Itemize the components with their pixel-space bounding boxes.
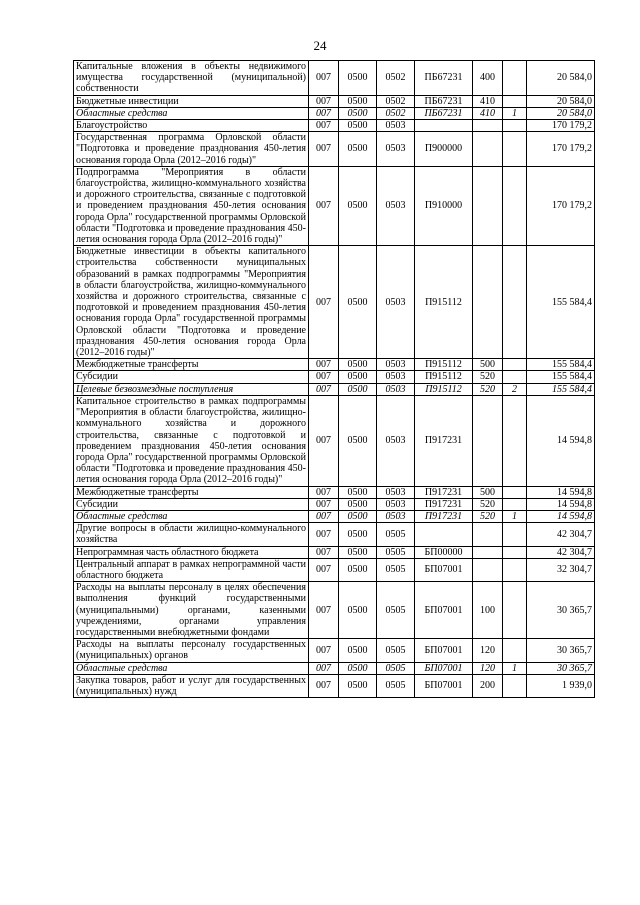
row-name: Другие вопросы в области жилищно-коммунального хозяйства <box>74 523 309 546</box>
row-sum: 42 304,7 <box>527 523 595 546</box>
row-target-code: П917231 <box>415 498 473 510</box>
row-sum: 1 939,0 <box>527 674 595 697</box>
row-expense-type: 500 <box>473 359 503 371</box>
table-row <box>74 95 595 107</box>
row-section-code: 0500 <box>339 523 377 546</box>
row-gr-code: 007 <box>309 120 339 132</box>
row-section-code: 0500 <box>339 546 377 558</box>
budget-table <box>73 60 595 698</box>
row-expense-type: 520 <box>473 510 503 522</box>
row-funding-source <box>503 395 527 486</box>
row-gr-code: 007 <box>309 639 339 662</box>
row-name: Областные средства <box>74 662 309 674</box>
row-expense-type: 410 <box>473 95 503 107</box>
row-subsection-code: 0503 <box>377 486 415 498</box>
row-target-code: БП00000 <box>415 546 473 558</box>
table-row <box>74 498 595 510</box>
page-number: 24 <box>313 38 327 53</box>
row-name: Целевые безвозмездные поступления <box>74 383 309 395</box>
table-row <box>74 246 595 359</box>
row-funding-source <box>503 523 527 546</box>
row-target-code: П917231 <box>415 510 473 522</box>
row-name: Подпрограмма "Мероприятия в области благоустройства, жилищно-коммунального хозяйства и дорожного строительства, связанные с подготовкой и проведением празднования 450-летия основания города Орла" государственной программы Орловской области "Подготовка и проведение празднования 450-летия основания города Орла (2012–2016 годы)" <box>74 166 309 245</box>
row-target-code: П900000 <box>415 132 473 167</box>
row-funding-source: 1 <box>503 510 527 522</box>
row-expense-type: 200 <box>473 674 503 697</box>
row-section-code: 0500 <box>339 61 377 96</box>
table-row <box>74 639 595 662</box>
row-section-code: 0500 <box>339 120 377 132</box>
row-name: Центральный аппарат в рамках непрограммной части областного бюджета <box>74 558 309 581</box>
row-expense-type: 120 <box>473 662 503 674</box>
row-funding-source <box>503 246 527 359</box>
row-section-code: 0500 <box>339 674 377 697</box>
row-section-code: 0500 <box>339 132 377 167</box>
row-sum: 170 179,2 <box>527 120 595 132</box>
row-sum: 155 584,4 <box>527 246 595 359</box>
table-row <box>74 662 595 674</box>
row-gr-code: 007 <box>309 510 339 522</box>
row-target-code <box>415 523 473 546</box>
row-expense-type <box>473 246 503 359</box>
row-sum: 30 365,7 <box>527 582 595 639</box>
table-row <box>74 523 595 546</box>
row-subsection-code: 0505 <box>377 662 415 674</box>
row-section-code: 0500 <box>339 498 377 510</box>
table-row <box>74 107 595 119</box>
row-expense-type: 520 <box>473 498 503 510</box>
row-funding-source <box>503 166 527 245</box>
row-gr-code: 007 <box>309 383 339 395</box>
row-funding-source <box>503 498 527 510</box>
table-row <box>74 674 595 697</box>
row-gr-code: 007 <box>309 61 339 96</box>
row-subsection-code: 0505 <box>377 558 415 581</box>
row-gr-code: 007 <box>309 359 339 371</box>
table-row <box>74 166 595 245</box>
row-expense-type <box>473 395 503 486</box>
row-subsection-code: 0505 <box>377 674 415 697</box>
row-funding-source: 1 <box>503 662 527 674</box>
row-section-code: 0500 <box>339 486 377 498</box>
row-gr-code: 007 <box>309 132 339 167</box>
row-target-code: БП07001 <box>415 662 473 674</box>
row-name: Областные средства <box>74 510 309 522</box>
row-gr-code: 007 <box>309 558 339 581</box>
row-expense-type <box>473 166 503 245</box>
row-expense-type <box>473 120 503 132</box>
row-gr-code: 007 <box>309 546 339 558</box>
row-name: Непрограммная часть областного бюджета <box>74 546 309 558</box>
row-sum: 14 594,8 <box>527 395 595 486</box>
row-section-code: 0500 <box>339 371 377 383</box>
row-expense-type: 400 <box>473 61 503 96</box>
row-gr-code: 007 <box>309 95 339 107</box>
row-sum: 30 365,7 <box>527 662 595 674</box>
row-target-code: П915112 <box>415 383 473 395</box>
row-expense-type: 100 <box>473 582 503 639</box>
row-name: Бюджетные инвестиции в объекты капитального строительства собственности муниципальных образований в рамках подпрограммы "Мероприятия в области благоустройства, жилищно-коммунального хозяйства и дорожного строительства, связанные с подготовкой и проведением празднования 450-летия основания города Орла" государственной программы Орловской области "Подготовка и проведение празднования 450-летия основания города Орла (2012–2016 годы)" <box>74 246 309 359</box>
row-target-code: П910000 <box>415 166 473 245</box>
row-funding-source <box>503 582 527 639</box>
row-subsection-code: 0503 <box>377 395 415 486</box>
row-target-code: П915112 <box>415 246 473 359</box>
table-row <box>74 558 595 581</box>
row-gr-code: 007 <box>309 674 339 697</box>
row-subsection-code: 0502 <box>377 107 415 119</box>
row-funding-source <box>503 371 527 383</box>
row-sum: 32 304,7 <box>527 558 595 581</box>
row-funding-source: 2 <box>503 383 527 395</box>
table-row <box>74 61 595 96</box>
row-name: Субсидии <box>74 498 309 510</box>
row-funding-source <box>503 674 527 697</box>
row-funding-source <box>503 558 527 581</box>
table-row <box>74 510 595 522</box>
row-expense-type: 410 <box>473 107 503 119</box>
row-subsection-code: 0503 <box>377 383 415 395</box>
row-gr-code: 007 <box>309 662 339 674</box>
row-target-code: ПБ67231 <box>415 61 473 96</box>
row-name: Закупка товаров, работ и услуг для государственных (муниципальных) нужд <box>74 674 309 697</box>
row-subsection-code: 0502 <box>377 61 415 96</box>
row-name: Государственная программа Орловской области "Подготовка и проведение празднования 450-летия основания города Орла (2012–2016 годы)" <box>74 132 309 167</box>
row-subsection-code: 0503 <box>377 166 415 245</box>
table-row <box>74 371 595 383</box>
row-sum: 170 179,2 <box>527 132 595 167</box>
row-subsection-code: 0503 <box>377 359 415 371</box>
row-subsection-code: 0502 <box>377 95 415 107</box>
row-section-code: 0500 <box>339 246 377 359</box>
table-row <box>74 486 595 498</box>
row-target-code <box>415 120 473 132</box>
row-sum: 42 304,7 <box>527 546 595 558</box>
row-target-code: БП07001 <box>415 639 473 662</box>
row-name: Расходы на выплаты персоналу в целях обеспечения выполнения функций государственными (муниципальными) органами, казенными учреждениями, органами управления государственными внебюджетными фондами <box>74 582 309 639</box>
row-section-code: 0500 <box>339 95 377 107</box>
row-funding-source <box>503 639 527 662</box>
row-section-code: 0500 <box>339 558 377 581</box>
row-funding-source <box>503 120 527 132</box>
row-subsection-code: 0503 <box>377 371 415 383</box>
row-target-code: БП07001 <box>415 582 473 639</box>
row-sum: 155 584,4 <box>527 383 595 395</box>
row-gr-code: 007 <box>309 498 339 510</box>
row-expense-type: 120 <box>473 639 503 662</box>
row-section-code: 0500 <box>339 582 377 639</box>
row-target-code: БП07001 <box>415 558 473 581</box>
table-row <box>74 582 595 639</box>
row-gr-code: 007 <box>309 486 339 498</box>
row-target-code: БП07001 <box>415 674 473 697</box>
row-gr-code: 007 <box>309 107 339 119</box>
table-row <box>74 359 595 371</box>
row-sum: 14 594,8 <box>527 486 595 498</box>
row-target-code: П917231 <box>415 395 473 486</box>
row-section-code: 0500 <box>339 662 377 674</box>
row-sum: 155 584,4 <box>527 359 595 371</box>
table-row <box>74 395 595 486</box>
row-sum: 170 179,2 <box>527 166 595 245</box>
row-sum: 30 365,7 <box>527 639 595 662</box>
row-gr-code: 007 <box>309 395 339 486</box>
row-name: Межбюджетные трансферты <box>74 486 309 498</box>
row-name: Капитальное строительство в рамках подпрограммы "Мероприятия в области благоустройства, жилищно-коммунального хозяйства и дорожного строительства, связанные с подготовкой и проведением празднования 450-летия основания города Орла" государственной программы Орловской области "Подготовка и проведение празднования 450-летия основания города Орла (2012–2016 годы)" <box>74 395 309 486</box>
row-funding-source <box>503 61 527 96</box>
budget-table-body <box>74 61 595 698</box>
row-section-code: 0500 <box>339 359 377 371</box>
row-sum: 14 594,8 <box>527 510 595 522</box>
row-expense-type <box>473 558 503 581</box>
row-gr-code: 007 <box>309 166 339 245</box>
row-section-code: 0500 <box>339 107 377 119</box>
row-funding-source: 1 <box>503 107 527 119</box>
row-section-code: 0500 <box>339 166 377 245</box>
row-expense-type <box>473 132 503 167</box>
row-subsection-code: 0505 <box>377 639 415 662</box>
row-section-code: 0500 <box>339 510 377 522</box>
row-funding-source <box>503 132 527 167</box>
row-subsection-code: 0503 <box>377 510 415 522</box>
row-name: Областные средства <box>74 107 309 119</box>
row-sum: 14 594,8 <box>527 498 595 510</box>
table-row <box>74 132 595 167</box>
row-sum: 20 584,0 <box>527 107 595 119</box>
row-section-code: 0500 <box>339 639 377 662</box>
row-sum: 155 584,4 <box>527 371 595 383</box>
row-funding-source <box>503 95 527 107</box>
table-row <box>74 546 595 558</box>
row-target-code: П915112 <box>415 359 473 371</box>
row-subsection-code: 0503 <box>377 246 415 359</box>
row-gr-code: 007 <box>309 371 339 383</box>
row-sum: 20 584,0 <box>527 61 595 96</box>
row-name: Субсидии <box>74 371 309 383</box>
row-expense-type: 520 <box>473 371 503 383</box>
row-expense-type <box>473 546 503 558</box>
row-section-code: 0500 <box>339 395 377 486</box>
row-sum: 20 584,0 <box>527 95 595 107</box>
row-name: Капитальные вложения в объекты недвижимого имущества государственной (муниципальной) собственности <box>74 61 309 96</box>
table-row <box>74 120 595 132</box>
row-target-code: П917231 <box>415 486 473 498</box>
row-funding-source <box>503 486 527 498</box>
row-name: Благоустройство <box>74 120 309 132</box>
row-expense-type: 520 <box>473 383 503 395</box>
row-funding-source <box>503 359 527 371</box>
row-gr-code: 007 <box>309 246 339 359</box>
row-gr-code: 007 <box>309 523 339 546</box>
row-expense-type <box>473 523 503 546</box>
row-expense-type: 500 <box>473 486 503 498</box>
row-target-code: П915112 <box>415 371 473 383</box>
row-subsection-code: 0503 <box>377 132 415 167</box>
row-section-code: 0500 <box>339 383 377 395</box>
row-name: Бюджетные инвестиции <box>74 95 309 107</box>
row-subsection-code: 0505 <box>377 582 415 639</box>
row-subsection-code: 0505 <box>377 546 415 558</box>
row-target-code: ПБ67231 <box>415 107 473 119</box>
table-row <box>74 383 595 395</box>
row-name: Расходы на выплаты персоналу государственных (муниципальных) органов <box>74 639 309 662</box>
row-gr-code: 007 <box>309 582 339 639</box>
row-subsection-code: 0503 <box>377 120 415 132</box>
row-funding-source <box>503 546 527 558</box>
row-subsection-code: 0503 <box>377 498 415 510</box>
row-target-code: ПБ67231 <box>415 95 473 107</box>
row-subsection-code: 0505 <box>377 523 415 546</box>
row-name: Межбюджетные трансферты <box>74 359 309 371</box>
